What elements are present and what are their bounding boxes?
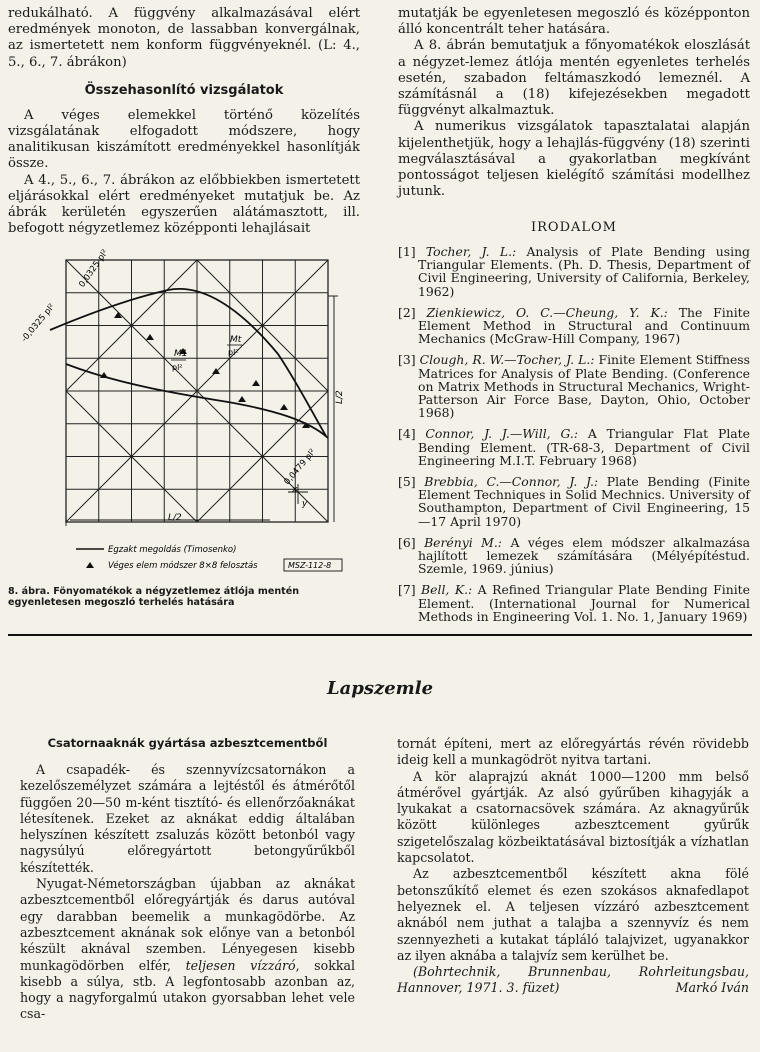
reference-item: [6] Berényi M.: A véges elem módszer alkalmazása hajlított lemezek számítására (Mélyépítéstud. Szemle, 1969. június)	[398, 534, 750, 577]
section-heading: Összehasonlító vizsgálatok	[84, 82, 284, 98]
left-top-column	[8, 6, 360, 237]
figure-caption: 8. ábra. Fönyomatékok a négyzetlemez átlója mentén egyenletesen megoszló terhelés hatására	[8, 586, 300, 608]
label-mt: Mt	[230, 335, 242, 345]
article-para-1: A csapadék- és szennyvízcsatornákon a kezelőszemélyzet számára a lejtéstől és átmérőtől függően 20—50 m-ként tisztító- és ellenőrzőaknákat létesítenek. Ezeket az aknákat eddig általában helyszínen készített zsaluzás között betonból vagy nagysúlyú előregyártott betongyűrűkből készítették.	[20, 762, 355, 875]
legend-exact: Egzakt megoldás (Timosenko)	[108, 545, 237, 555]
article-title: Csatornaaknák gyártása azbesztcementből	[47, 736, 328, 750]
article-para-3: tornát építeni, mert az előregyártás révén rövidebb ideig kell a munkagödröt nyitva tartani.	[397, 736, 749, 768]
mt-curve	[50, 289, 326, 436]
article-para-2: Nyugat-Németországban újabban az aknákat azbesztcementből előregyártják és darus autóval egy darabban beemelik a munkagödörbe. Az azbesztcement aknának sok előnye van a betonból készült aknával szemben. Lényegesen kisebb munkagödörben elfér, teljesen vízzáró, sokkal kisebb a súlya, stb. A legfontosabb azonban az, hogy a nagyforgalmú utakon gyorsabban lehet vele csa-	[20, 876, 356, 1022]
reference-item: [7] Bell, K.: A Refined Triangular Plate Bending Finite Element. (International Journal for Numerical Methods in Engineering Vol. 1. No. 1, January 1969)	[398, 582, 750, 624]
section-title: Lapszemle	[326, 678, 434, 699]
reference-item: [5] Brebbia, C.—Connor, J. J.: Plate Bending (Finite Element Techniques in Solid Mechnics. University of Southampton, Department of Civil Engineering, 15—17 April 1970)	[398, 474, 750, 529]
left-para-2: A véges elemekkel történő közelítés vizsgálatának elfogadott módszere, hogy analitikusan kiszámított eredményekkel hasonlítják össze.	[8, 107, 360, 172]
right-top-column	[398, 6, 750, 200]
label-a: -0,0325 pl²	[19, 302, 58, 345]
left-para-1: redukálható. A függvény alkalmazásával elért eredmények monoton, de lassabban konvergálnak, az ismertetett nem konform függvényeknél. (L: 4., 5., 6., 7. ábrákon)	[8, 6, 360, 70]
article-para-4: A kör alaprajzú aknát 1000—1200 mm belső átmérővel gyártják. Az alsó gyűrűben kihagyják a lyukakat a csatornacsövek számára. Az aknagyűrűk között különleges azbesztcement gyűrűk szigetelőszalag közbeiktatásával biztosítják a vízhatlan kapcsolatot.	[397, 768, 749, 866]
label-b: 0,0325 pl²	[77, 247, 111, 290]
label-m1: M1	[174, 349, 188, 359]
left-para-3: A 4., 5., 6., 7. ábrákon az előbbiekben ismertetett eljárásokkal elért eredményeket mutatjuk be. Az ábrák kerületén egyszerűen alátámasztott, ill. befogott négyzetlemez középponti lehajlásait	[8, 172, 360, 237]
axis-y: y	[302, 499, 308, 509]
article-source: (Bohrtechnik, Brunnenbau, Rohrleitungsbau, Hannover, 1971. 3. füzet) Markó Iván	[397, 964, 749, 996]
reference-item: [4] Connor, J. J.—Will, G.: A Triangular Flat Plate Bending Element. (TR-68-3, Department of Civil Engineering M.I.T. February 1968)	[398, 426, 750, 468]
dim-x: L/2	[168, 513, 182, 523]
legend-box: MSZ-112-8	[288, 561, 332, 570]
reference-list	[398, 245, 750, 631]
refs-heading: IRODALOM	[531, 220, 617, 235]
label-mt-den: pl²	[228, 348, 239, 357]
right-para-3: A numerikus vizsgálatok tapasztalatai alapján kijelenthetjük, hogy a lehajlás-függvény (18) szerinti megválasztásával a gyakorlatban megkívánt pontosságot teljesen kielégítő számítási modellhez jutunk.	[398, 119, 750, 200]
dim-y: L/2	[335, 390, 345, 404]
label-c: 0,0479 pl²	[282, 447, 319, 488]
section-rule	[8, 634, 752, 636]
article-left-column	[20, 736, 355, 1023]
figure-8	[8, 244, 370, 574]
reference-item: [1] Tocher, J. L.: Analysis of Plate Bending using Triangular Elements. (Ph. D. Thesis, Department of Civil Engineering, University of California, Berkeley, 1962)	[398, 244, 750, 299]
article-author: Markó Iván	[675, 980, 749, 996]
reference-item: [2] Zienkiewicz, O. C.—Cheung, Y. K.: The Finite Element Method in Structural and Continuum Mechanics (McGraw-Hill Company, 1967)	[398, 304, 750, 347]
legend-fem: Véges elem módszer 8×8 felosztás	[108, 561, 258, 571]
right-para-1: mutatják be egyenletesen megoszló és középponton álló koncentrált teher hatására.	[398, 6, 750, 38]
article-right-column	[397, 736, 749, 997]
axis-x: x	[292, 485, 298, 495]
right-para-2: A 8. ábrán bemutatjuk a főnyomatékok eloszlását a négyzet-lemez átlója mentén egyenletes terhelés esetén, szabadon feltámaszkodó lemeznél. A számításnál a (18) kifejezésekben megadott függvényt alkalmaztuk.	[398, 38, 750, 119]
reference-item: [3] Clough, R. W.—Tocher, J. L.: Finite Element Stiffness Matrices for Analysis of Plate Bending. (Conference on Matrix Methods in Structural Mechanics, Wright-Patterson Air Force Base, Dayton, Ohio, October 1968)	[398, 352, 750, 421]
article-para-5: Az azbesztcementből készített akna fölé betonszűkítő elemet és ezen szokásos aknafedlapot helyeznek el. A teljesen vízzáró azbesztcement aknából nem juthat a talajba a szennyvíz és nem szennyezheti a kutakat tápláló talajvizet, ugyanakkor az ilyen aknába a talajvíz sem kerülhet be.	[397, 866, 749, 963]
label-m1-den: pl²	[172, 363, 183, 372]
